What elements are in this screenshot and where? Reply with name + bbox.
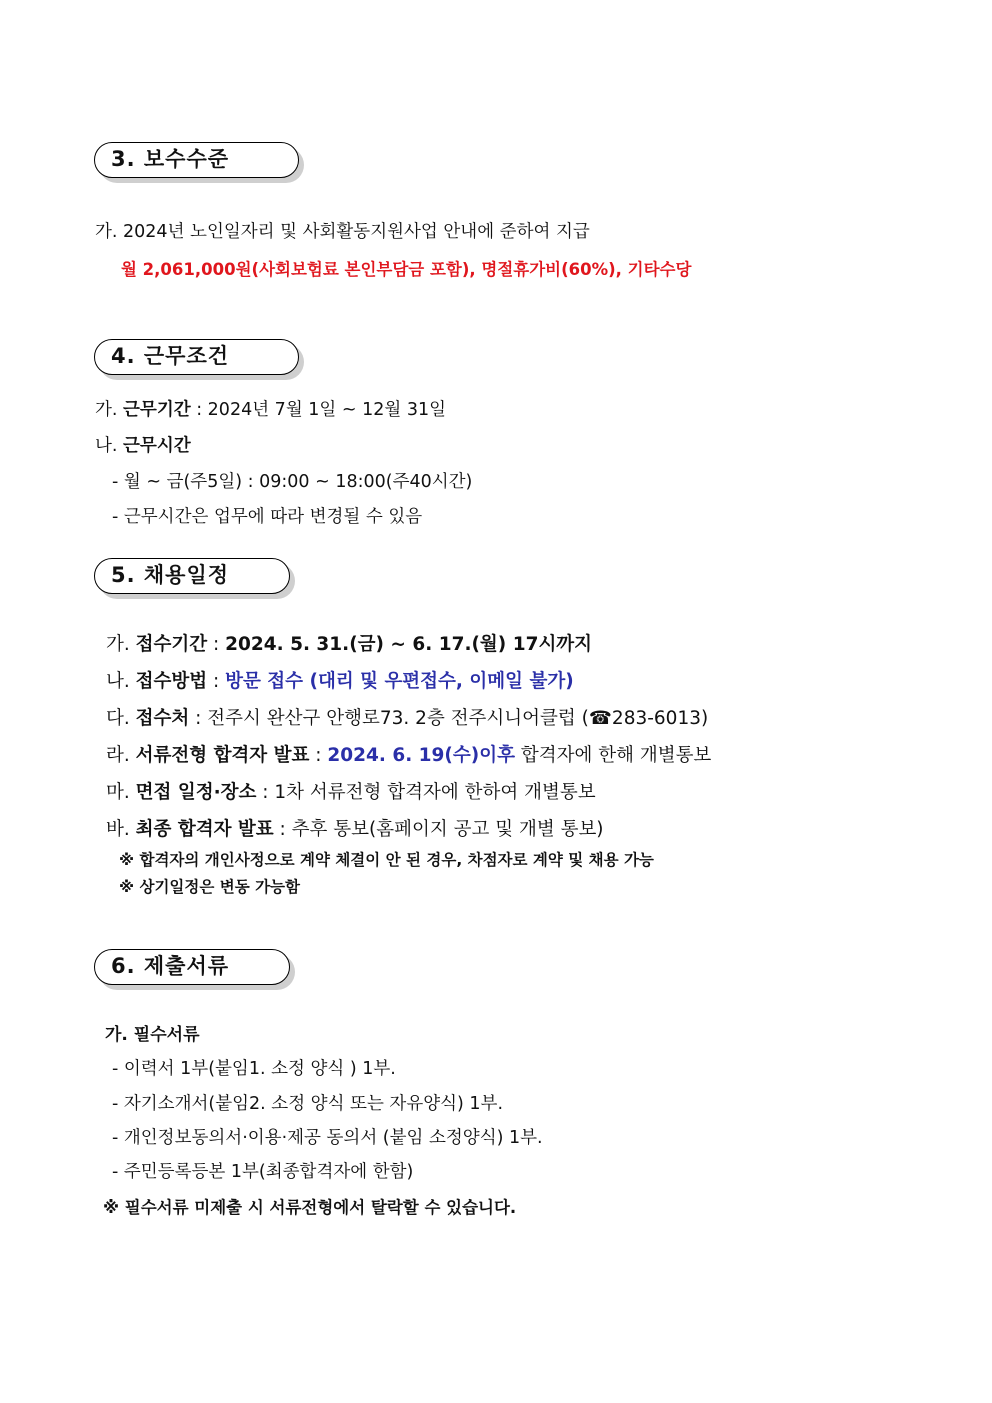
schedule-label: 면접 일정·장소	[135, 782, 257, 803]
section-4-header	[94, 339, 299, 375]
schedule-item-application-method	[106, 667, 574, 693]
pay-amount-text: 월 2,061,000원(사회보험료 본인부담금 포함), 명절휴가비(60%), 기타수당	[121, 260, 692, 279]
schedule-value: 방문 접수 (대리 및 우편접수, 이메일 불가)	[225, 671, 574, 692]
required-doc-item: - 개인정보동의서·이용·제공 동의서 (붙임 소정양식) 1부.	[112, 1128, 543, 1148]
schedule-item-final-result	[106, 815, 604, 841]
pay-basis-text: 가. 2024년 노인일자리 및 사회활동지원사업 안내에 준하여 지급	[95, 222, 590, 242]
schedule-value: 추후 통보(홈페이지 공고 및 개별 통보)	[291, 819, 604, 840]
required-docs-warning: ※ 필수서류 미제출 시 서류전형에서 탈락할 수 있습니다.	[103, 1198, 517, 1217]
schedule-label: 접수기간	[135, 634, 208, 655]
schedule-sep: :	[207, 634, 226, 655]
required-docs-heading: 가. 필수서류	[105, 1025, 200, 1045]
section-3-header	[94, 142, 299, 178]
section-5-header	[94, 558, 290, 594]
schedule-value: 2024. 6. 19(수)이후	[327, 745, 515, 766]
required-doc-item: - 이력서 1부(붙임1. 소정 양식 ) 1부.	[112, 1059, 396, 1079]
schedule-label: 서류전형 합격자 발표	[135, 745, 310, 766]
schedule-prefix: 나.	[106, 671, 136, 692]
schedule-sep: :	[256, 782, 275, 803]
schedule-value: 전주시 완산구 안행로73. 2층 전주시니어클럽 (☎283-6013)	[207, 708, 709, 729]
schedule-prefix: 바.	[106, 819, 136, 840]
schedule-note-contract: ※ 합격자의 개인사정으로 계약 체결이 안 된 경우, 차점자로 계약 및 채용 가능	[119, 851, 654, 869]
section-6-title: 6. 제출서류	[94, 949, 290, 985]
required-doc-item: - 자기소개서(붙임2. 소정 양식 또는 자유양식) 1부.	[112, 1094, 504, 1114]
schedule-item-document-result	[106, 741, 711, 767]
section-6-header	[94, 949, 290, 985]
schedule-sep: :	[189, 708, 208, 729]
schedule-value: 2024. 5. 31.(금) ~ 6. 17.(월) 17시까지	[225, 634, 593, 655]
schedule-prefix: 마.	[106, 782, 136, 803]
schedule-item-application-place	[106, 704, 708, 730]
schedule-item-application-period	[106, 630, 592, 656]
work-period-label: 근무기간	[123, 400, 191, 420]
work-hours-prefix: 나.	[95, 436, 124, 456]
section-4-title: 4. 근무조건	[94, 339, 299, 375]
work-hours-detail: - 월 ~ 금(주5일) : 09:00 ~ 18:00(주40시간)	[112, 472, 473, 492]
section-3-title: 3. 보수수준	[94, 142, 299, 178]
schedule-value: 1차 서류전형 합격자에 한하여 개별통보	[274, 782, 596, 803]
schedule-tail: 합격자에 한해 개별통보	[514, 745, 712, 766]
required-doc-item: - 주민등록등본 1부(최종합격자에 한함)	[112, 1162, 414, 1182]
schedule-item-interview	[106, 778, 596, 804]
schedule-prefix: 다.	[106, 708, 136, 729]
schedule-sep: :	[309, 745, 328, 766]
work-period-value: : 2024년 7월 1일 ~ 12월 31일	[190, 400, 447, 420]
work-hours-note: - 근무시간은 업무에 따라 변경될 수 있음	[112, 507, 423, 527]
schedule-prefix: 가.	[106, 634, 136, 655]
work-hours-label: 근무시간	[123, 436, 191, 456]
work-hours	[95, 432, 191, 457]
schedule-label: 접수처	[135, 708, 190, 729]
section-5-title: 5. 채용일정	[94, 558, 290, 594]
schedule-prefix: 라.	[106, 745, 136, 766]
schedule-label: 최종 합격자 발표	[135, 819, 274, 840]
schedule-note-change: ※ 상기일정은 변동 가능함	[119, 878, 300, 896]
schedule-sep: :	[273, 819, 292, 840]
schedule-label: 접수방법	[135, 671, 208, 692]
schedule-sep: :	[207, 671, 226, 692]
work-period	[95, 396, 446, 421]
work-period-prefix: 가.	[95, 400, 124, 420]
